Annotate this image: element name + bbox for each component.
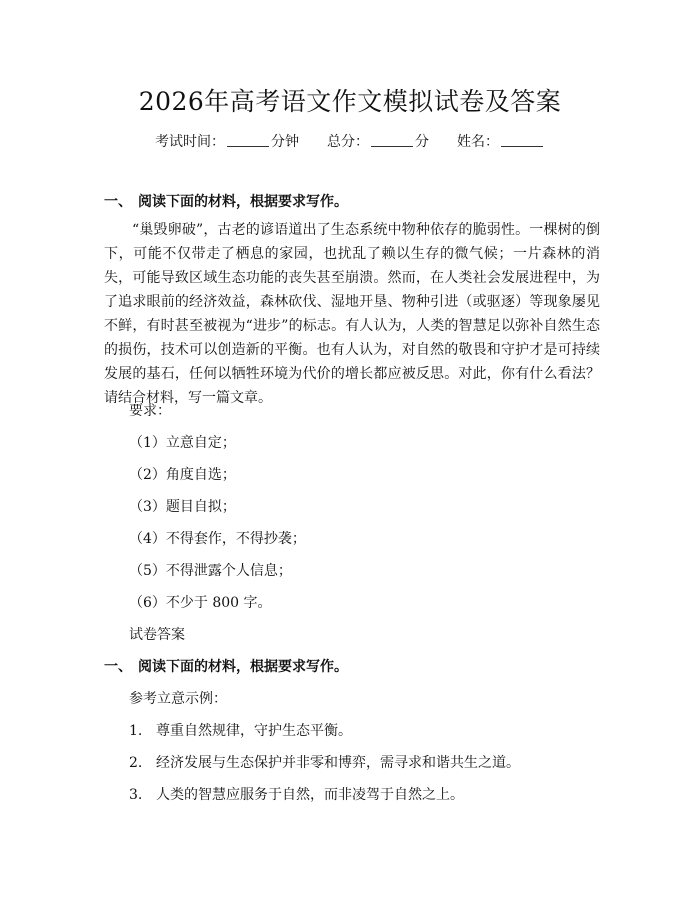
section-title: 阅读下面的材料，根据要求写作。 — [138, 194, 348, 210]
exam-info — [0, 131, 700, 151]
requirement-item: （4）不得套作，不得抄袭； — [129, 531, 306, 547]
material-paragraph: “巢毁卵破”，古老的谚语道出了生态系统中物种依存的脆弱性。一棵树的倒下，可能不仅带走了栖息的家园，也扰乱了赖以生存的微气候；一片森林的消失，可能导致区域生态功能的丧失甚至崩溃。然而，在人类社会发展进程中，为了追求眼前的经济效益，森林砍伐、湿地开垦、物种引进（或驱逐）等现象屡见不鲜，有时甚至被视为“进步”的标志。有人认为，人类的智慧足以弥补自然生态的损伤，技术可以创造新的平衡。也有人认为，对自然的敬畏和守护才是可持续发展的基石，任何以牺牲环境为代价的增长都应被反思。对此，你有什么看法？请结合材料，写一篇文章。 — [104, 222, 600, 406]
sample-item — [129, 752, 520, 772]
answer-label: 试卷答案 — [129, 627, 185, 643]
requirement-item: （1）立意自定； — [129, 435, 236, 451]
sample-text: 人类的智慧应服务于自然，而非凌驾于自然之上。 — [156, 787, 464, 803]
section-number: 一、 — [104, 194, 132, 210]
section-title: 阅读下面的材料，根据要求写作。 — [138, 659, 348, 675]
score-unit: 分 — [415, 134, 429, 150]
score-blank[interactable] — [371, 134, 413, 147]
time-blank[interactable] — [227, 134, 269, 147]
time-label: 考试时间： — [155, 134, 225, 150]
requirement-item: （5）不得泄露个人信息； — [129, 563, 292, 579]
sample-label: 参考立意示例： — [129, 691, 227, 707]
requirement-item: （6）不少于 800 字。 — [129, 595, 272, 611]
name-blank[interactable] — [501, 134, 543, 147]
sample-text: 经济发展与生态保护并非零和博弈，需寻求和谐共生之道。 — [156, 755, 520, 771]
requirement-item: （2）角度自选； — [129, 467, 236, 483]
sample-item — [129, 784, 464, 804]
answer-section-heading — [104, 656, 348, 676]
page-title: 2026年高考语文作文模拟试卷及答案 — [138, 87, 562, 116]
sample-text: 尊重自然规律，守护生态平衡。 — [156, 723, 352, 739]
sample-number: 2. — [129, 755, 143, 771]
time-unit: 分钟 — [271, 134, 299, 150]
section-heading — [104, 191, 348, 211]
section-number: 一、 — [104, 659, 132, 675]
score-label: 总分： — [327, 134, 369, 150]
sample-number: 1. — [129, 723, 143, 739]
requirement-item: （3）题目自拟； — [129, 499, 236, 515]
requirements-label: 要求： — [129, 403, 171, 419]
sample-item — [129, 720, 352, 740]
name-label: 姓名： — [457, 134, 499, 150]
sample-number: 3. — [129, 787, 143, 803]
